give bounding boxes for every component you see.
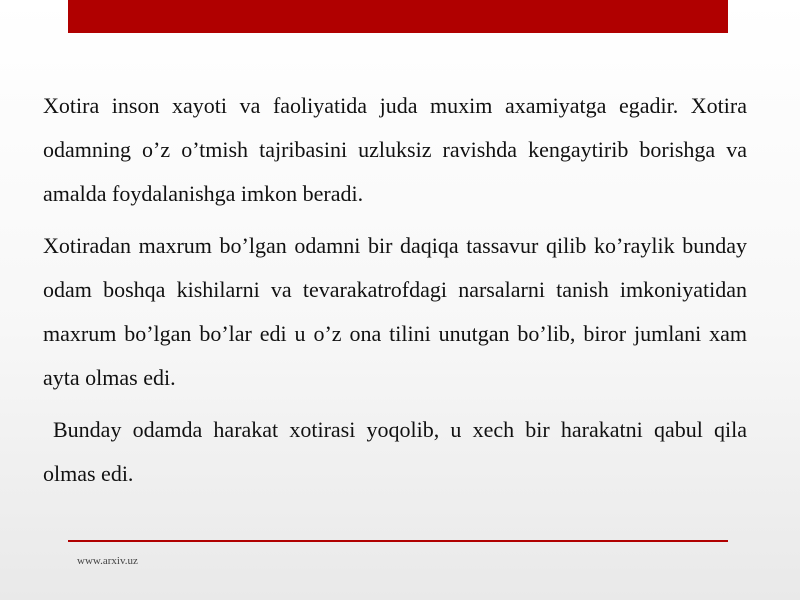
slide-body bbox=[43, 84, 747, 504]
paragraph-1: Xotira inson xayoti va faoliyatida juda muxim axamiyatga egadir. Xotira odamning o’z o’tmish tajribasini uzluksiz ravishda kengaytirib borishga va amalda foydalanishga imkon beradi. bbox=[43, 93, 747, 206]
header-bar bbox=[68, 0, 728, 33]
footer-url: www.arxiv.uz bbox=[77, 555, 138, 567]
paragraph-3: Bunday odamda harakat xotirasi yoqolib, u xech bir harakatni qabul qila olmas edi. bbox=[43, 417, 747, 486]
paragraph-2: Xotiradan maxrum bo’lgan odamni bir daqiqa tassavur qilib ko’raylik bunday odam boshqa kishilarni va tevarakatrofdagi narsalarni tanish imkoniyatidan maxrum bo’lgan bo’lar edi u o’z ona tilini unutgan bo’lib, biror jumlani xam ayta olmas edi. bbox=[43, 233, 747, 390]
footer-divider bbox=[68, 540, 728, 542]
